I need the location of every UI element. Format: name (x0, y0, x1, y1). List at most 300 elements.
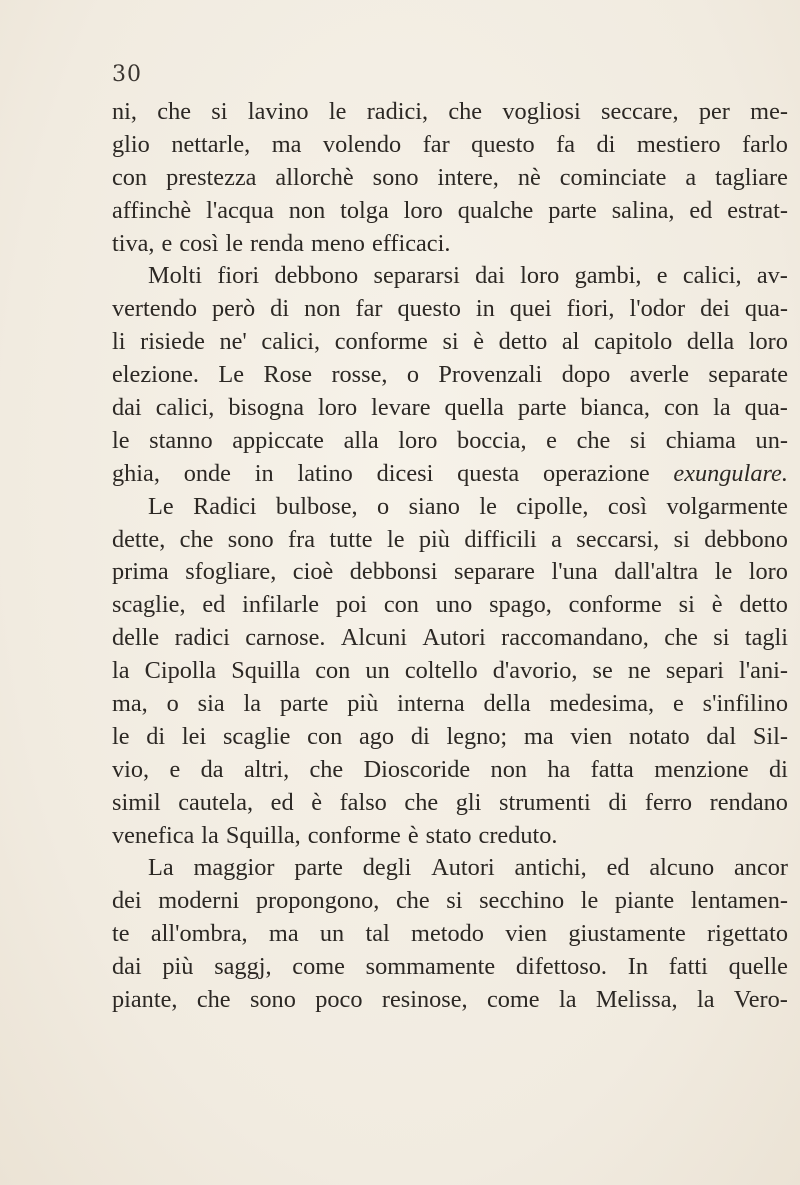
word: difettoso. (515, 953, 608, 981)
word: dicesi (376, 459, 434, 487)
word: le (386, 525, 405, 553)
word: è (711, 591, 723, 619)
word: ago (358, 722, 395, 750)
word: un (365, 657, 390, 685)
word: falso (339, 788, 387, 816)
word: venefica (112, 821, 195, 849)
word: Autori (431, 854, 495, 882)
word: che (448, 98, 483, 125)
word: ghia, (112, 459, 160, 487)
word: detto (739, 591, 788, 619)
word: loro (403, 196, 443, 224)
word: scaglie, (112, 591, 186, 619)
word: si (713, 624, 730, 652)
word: con (383, 591, 419, 619)
text-line (112, 918, 788, 951)
word: di (410, 722, 430, 750)
word: parte (294, 854, 343, 882)
word: glio (112, 130, 150, 158)
word: Squilla (231, 657, 301, 685)
word: gambi, (574, 262, 642, 290)
word: seccarsi, (576, 525, 660, 553)
word: dai (112, 394, 142, 422)
word: che (395, 887, 430, 915)
word: latino (297, 459, 353, 487)
word: tagliare (715, 163, 788, 191)
word: dall'altra (614, 558, 699, 586)
word: debbono (704, 525, 788, 553)
word: separare (454, 558, 535, 586)
word: lentamen- (690, 887, 788, 915)
word: si (629, 426, 647, 454)
word: seccare, (601, 98, 679, 125)
word: che (576, 426, 611, 454)
word: è (311, 788, 322, 816)
word: Vero- (733, 986, 788, 1014)
word: come (486, 986, 540, 1014)
word: carnose. (245, 624, 326, 652)
word: separi (665, 657, 724, 685)
word: te (112, 920, 130, 948)
text-line (112, 589, 788, 622)
word: menzione (654, 755, 749, 783)
word: cipolle, (516, 492, 589, 520)
word: loro (398, 426, 438, 454)
word: detto (498, 328, 548, 356)
word: dei (700, 295, 730, 323)
word: siano (408, 492, 460, 520)
word: qua- (744, 295, 788, 323)
word: che (179, 525, 214, 553)
word: tutte (329, 525, 373, 553)
word: in (475, 295, 495, 323)
word: le (112, 722, 130, 750)
word: radici, (366, 98, 429, 125)
word: metodo (411, 920, 484, 948)
word: In (627, 953, 648, 981)
word: quelle (728, 953, 788, 981)
word: me- (750, 98, 788, 125)
word: la (558, 986, 577, 1014)
word: qualche (457, 196, 534, 224)
text-line (112, 326, 788, 359)
word: estrat- (727, 196, 788, 224)
word: ma (268, 920, 299, 948)
word: conforme (568, 591, 662, 619)
word: a (685, 163, 697, 191)
word: per (698, 98, 730, 125)
word: con (307, 722, 343, 750)
word: debbonsi (349, 558, 438, 586)
word: calici, (261, 328, 321, 356)
word: non (490, 755, 527, 783)
text-line (112, 491, 788, 524)
word: qua- (744, 394, 788, 422)
word: e (672, 690, 684, 718)
word: Squilla, (225, 821, 301, 849)
word: legno; (446, 722, 508, 750)
word: li (112, 328, 126, 356)
word: sfogliare, (185, 558, 277, 586)
word: come (292, 953, 345, 981)
word: dopo (561, 361, 611, 389)
word: cautela, (178, 788, 254, 816)
word: ne' (219, 328, 247, 356)
word: quella (444, 394, 504, 422)
word: Radici (193, 492, 257, 520)
word: Molti (148, 262, 203, 290)
word: si (211, 98, 228, 125)
word: l'odor (629, 295, 686, 323)
word: bisogna (228, 394, 304, 422)
word: affinchè (112, 196, 192, 224)
word: a (551, 525, 562, 553)
word: con (112, 163, 148, 191)
word: se (592, 657, 613, 685)
word: la (696, 986, 715, 1014)
word: Cipolla (144, 657, 217, 685)
word: prestezza (166, 163, 257, 191)
word: allorchè (275, 163, 354, 191)
word: delle (112, 624, 160, 652)
word: ed (606, 854, 630, 882)
word: notato (628, 722, 690, 750)
word: calici, (155, 394, 215, 422)
italic-term: exungulare. (673, 459, 788, 487)
text-line (112, 622, 788, 655)
text-line (112, 458, 788, 491)
word: o (377, 492, 390, 520)
word: questo (471, 130, 535, 158)
word: tolga (340, 196, 389, 224)
word: l'ani- (739, 657, 788, 685)
word: degli (362, 854, 412, 882)
word: vio, (112, 755, 150, 783)
word: piante (614, 887, 675, 915)
text-line (112, 96, 788, 129)
text-line (112, 228, 788, 261)
word: sia (197, 690, 225, 718)
word: renda (250, 229, 304, 257)
word: si (446, 887, 463, 915)
word: bulbose, (275, 492, 358, 520)
word: tiva, (112, 229, 155, 257)
word: saggj, (214, 953, 272, 981)
word: loro (520, 262, 560, 290)
word: un- (755, 426, 788, 454)
text-line (112, 195, 788, 228)
page-number: 30 (112, 62, 142, 87)
word: averle (629, 361, 690, 389)
word: raccomandano, (501, 624, 649, 652)
word: dai (112, 953, 142, 981)
word: parte (279, 690, 329, 718)
word: secchino (479, 887, 565, 915)
word: La (148, 854, 174, 882)
word: far (355, 295, 383, 323)
word: le (225, 229, 243, 257)
word: che (404, 788, 439, 816)
word: sono (249, 986, 296, 1014)
word: la (713, 394, 731, 422)
word: con (664, 394, 700, 422)
word: uno (435, 591, 473, 619)
word: vien (505, 920, 548, 948)
text-line (112, 425, 788, 458)
word: ed (202, 591, 226, 619)
word: della (686, 328, 735, 356)
word: l'una (551, 558, 598, 586)
text-line (112, 951, 788, 984)
word: onde (183, 459, 231, 487)
word: levare (371, 394, 431, 422)
word: gli (455, 788, 482, 816)
word: Sil- (752, 722, 788, 750)
word: Alcuni (340, 624, 407, 652)
word: di (608, 788, 628, 816)
word: cominciate (559, 163, 667, 191)
text-line (112, 820, 788, 853)
word: resinose, (381, 986, 468, 1014)
word: e (169, 755, 181, 783)
word: volgarmente (666, 492, 788, 520)
word: fa (556, 130, 575, 158)
word: stanno (149, 426, 213, 454)
word: sono (372, 163, 419, 191)
text-line (112, 129, 788, 162)
word: alcuno (649, 854, 715, 882)
text-line (112, 655, 788, 688)
word: al (561, 328, 580, 356)
word: è (473, 328, 485, 356)
text-line (112, 293, 788, 326)
word: operazione (543, 459, 650, 487)
word: un (319, 920, 345, 948)
word: più (162, 953, 194, 981)
word: ma (271, 130, 302, 158)
word: di (596, 130, 616, 158)
word: ancor (734, 854, 788, 882)
word: la (201, 821, 219, 849)
word: tagli (744, 624, 788, 652)
word: più (347, 690, 379, 718)
word: alla (343, 426, 379, 454)
word: più (418, 525, 450, 553)
word: poco (315, 986, 363, 1014)
word: e (161, 229, 173, 257)
word: fiori, (566, 295, 615, 323)
text-line (112, 688, 788, 721)
word: fatta (590, 755, 634, 783)
word: rigettato (707, 920, 788, 948)
word: spago, (489, 591, 552, 619)
text-line (112, 359, 788, 392)
word: intere, (437, 163, 499, 191)
word: s'infilino (702, 690, 788, 718)
word: poi (335, 591, 367, 619)
word: bianca, (580, 394, 650, 422)
word: creduto. (478, 821, 558, 849)
word: calici, (682, 262, 742, 290)
word: la (243, 690, 261, 718)
word: efficaci. (371, 229, 451, 257)
word: quei (509, 295, 552, 323)
word: dei (112, 887, 142, 915)
word: Le (218, 361, 245, 389)
word: sommamente (365, 953, 496, 981)
word: Autori (422, 624, 486, 652)
word: vien (570, 722, 613, 750)
word: Le (148, 492, 174, 520)
word: lavino (247, 98, 309, 125)
word: d'avorio, (492, 657, 578, 685)
word: stato (425, 821, 472, 849)
word: meno (310, 229, 365, 257)
word: maggior (193, 854, 275, 882)
word: coltello (404, 657, 478, 685)
word: vogliosi (502, 98, 581, 125)
word: che (157, 98, 191, 125)
word: le (580, 887, 599, 915)
word: risiede (140, 328, 205, 356)
word: radici (174, 624, 230, 652)
word: le (714, 558, 733, 586)
word: separarsi (373, 262, 460, 290)
word: la (112, 657, 130, 685)
word: conforme (307, 821, 401, 849)
word: tal (365, 920, 390, 948)
word: Rose (263, 361, 313, 389)
word: loro (748, 328, 788, 356)
word: nè (517, 163, 541, 191)
word: e (656, 262, 668, 290)
word: piante, (112, 986, 178, 1014)
text-line (112, 787, 788, 820)
text-line (112, 885, 788, 918)
word: parte (548, 196, 597, 224)
word: di (270, 295, 290, 323)
word: lei (181, 722, 207, 750)
word: così (179, 229, 219, 257)
word: che (309, 755, 344, 783)
word: ne (627, 657, 651, 685)
word: l'acqua (206, 196, 274, 224)
word: non (304, 295, 341, 323)
word: chiama (665, 426, 736, 454)
word: strumenti (498, 788, 591, 816)
word: le (328, 98, 347, 125)
text-line (112, 556, 788, 589)
word: elezione. (112, 361, 200, 389)
word: debbono (274, 262, 359, 290)
word: far (422, 130, 450, 158)
word: conforme (334, 328, 428, 356)
word: appiccate (232, 426, 324, 454)
word: si (678, 591, 695, 619)
word: non (288, 196, 326, 224)
text-line (112, 392, 788, 425)
word: mestiero (636, 130, 721, 158)
word: av- (756, 262, 788, 290)
word: boccia, (457, 426, 527, 454)
word: Melissa, (595, 986, 678, 1014)
word: ed (689, 196, 713, 224)
word: capitolo (594, 328, 673, 356)
word: volendo (322, 130, 402, 158)
word: ferro (644, 788, 693, 816)
word: e (546, 426, 557, 454)
word: però (212, 295, 256, 323)
word: con (315, 657, 351, 685)
word: si (442, 328, 459, 356)
word: da (200, 755, 224, 783)
word: così (607, 492, 648, 520)
word: ma (523, 722, 554, 750)
word: farlo (742, 130, 788, 158)
text-line (112, 162, 788, 195)
word: difficili (464, 525, 537, 553)
word: medesima, (549, 690, 655, 718)
word: questa (457, 459, 520, 487)
word: dai (475, 262, 505, 290)
word: della (483, 690, 531, 718)
word: fiori (217, 262, 260, 290)
word: ma, (112, 690, 148, 718)
word: rendano (709, 788, 788, 816)
text-line (112, 852, 788, 885)
word: separate (708, 361, 788, 389)
word: le (112, 426, 130, 454)
word: o (406, 361, 419, 389)
word: giustamente (568, 920, 686, 948)
text-line (112, 754, 788, 787)
word: rosse, (331, 361, 388, 389)
word: simil (112, 788, 161, 816)
text-line (112, 524, 788, 557)
word: dette, (112, 525, 166, 553)
word: salina, (611, 196, 675, 224)
word: che (664, 624, 698, 652)
word: scaglie (222, 722, 291, 750)
word: infilarle (242, 591, 320, 619)
word: nettarle, (171, 130, 251, 158)
word: le (479, 492, 497, 520)
word: si (673, 525, 690, 553)
word: altri, (243, 755, 290, 783)
word: vertendo (112, 295, 198, 323)
text-line (112, 984, 788, 1017)
word: è (407, 821, 419, 849)
word: fatti (668, 953, 708, 981)
word: in (254, 459, 274, 487)
word: sono (227, 525, 274, 553)
word: antichi, (514, 854, 587, 882)
text-line (112, 721, 788, 754)
word: cioè (292, 558, 334, 586)
word: dal (706, 722, 737, 750)
word: Dioscoride (363, 755, 471, 783)
word: ed (270, 788, 294, 816)
word: ni, (112, 98, 137, 125)
word: questo (397, 295, 461, 323)
word: propongono, (255, 887, 380, 915)
word: prima (112, 558, 169, 586)
word: loro (748, 558, 788, 586)
word: di (146, 722, 166, 750)
word: che (196, 986, 231, 1014)
word: all'ombra, (150, 920, 248, 948)
word: o (166, 690, 179, 718)
